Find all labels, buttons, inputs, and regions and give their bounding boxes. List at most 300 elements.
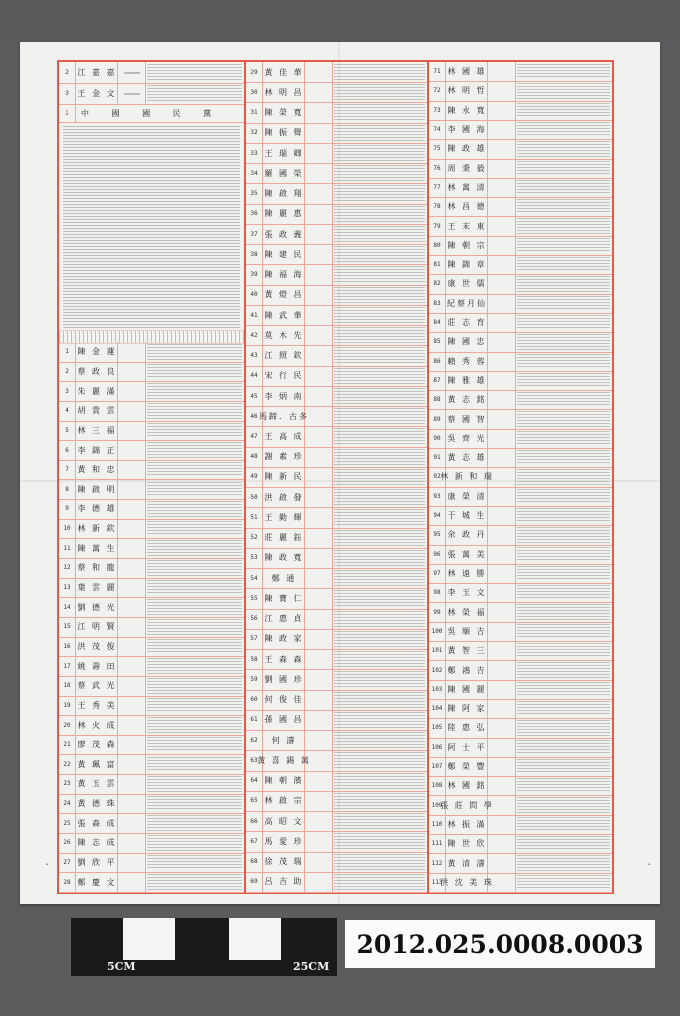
candidate-row bbox=[59, 853, 244, 874]
candidate-number: 87 bbox=[429, 371, 446, 390]
candidate-number: 16 bbox=[59, 637, 76, 657]
candidate-id-cell bbox=[306, 750, 333, 770]
candidate-name: 紀蔡月仙 bbox=[447, 294, 488, 313]
candidate-name: 呂 吉 助 bbox=[264, 872, 305, 892]
candidate-name: 王 秀 美 bbox=[77, 696, 118, 716]
candidate-id-cell bbox=[306, 345, 333, 365]
candidate-number: 88 bbox=[429, 390, 446, 409]
candidate-id-cell bbox=[119, 735, 146, 755]
candidate-row bbox=[429, 139, 612, 159]
candidate-details bbox=[334, 631, 425, 647]
candidate-name: 周 秉 毅 bbox=[447, 159, 488, 178]
candidate-number: 25 bbox=[59, 813, 76, 833]
candidate-id-cell bbox=[306, 507, 333, 527]
candidate-id-cell bbox=[306, 204, 333, 224]
candidate-row bbox=[246, 690, 427, 711]
candidate-number: 83 bbox=[429, 294, 446, 313]
candidate-details bbox=[334, 611, 425, 627]
candidate-id-cell bbox=[489, 313, 516, 332]
candidate-id-cell bbox=[489, 602, 516, 621]
candidate-details bbox=[334, 489, 425, 505]
candidate-name: 康 世 儒 bbox=[447, 274, 488, 293]
candidate-id-cell bbox=[119, 460, 146, 480]
candidate-name: 陳 榮 寬 bbox=[264, 102, 305, 122]
candidate-details bbox=[334, 773, 425, 789]
candidate-id-cell bbox=[489, 139, 516, 158]
candidate-name: 陳 寶 仁 bbox=[264, 588, 305, 608]
candidate-number: 47 bbox=[246, 426, 263, 446]
candidate-name: 黃 和 忠 bbox=[77, 460, 118, 480]
candidate-name: 江 明 賢 bbox=[77, 617, 118, 637]
candidate-details bbox=[517, 469, 610, 484]
candidate-details bbox=[334, 469, 425, 485]
candidate-details bbox=[517, 624, 610, 639]
candidate-name: 劉 欣 平 bbox=[77, 853, 118, 873]
candidate-id-cell bbox=[489, 525, 516, 544]
candidate-id-cell bbox=[489, 216, 516, 235]
candidate-number: 15 bbox=[59, 617, 76, 637]
candidate-details bbox=[517, 354, 610, 369]
candidate-name: 宋 行 民 bbox=[264, 366, 305, 386]
candidate-name: 胡 貴 雲 bbox=[77, 401, 118, 421]
candidate-id-cell bbox=[306, 649, 333, 669]
candidate-number: 23 bbox=[59, 774, 76, 794]
candidate-details bbox=[147, 344, 242, 360]
candidate-id-cell bbox=[119, 833, 146, 853]
candidate-id-cell bbox=[306, 872, 333, 892]
scale-segment bbox=[123, 918, 175, 960]
candidate-details bbox=[517, 199, 610, 214]
candidate-name: 陳 啟 翔 bbox=[264, 183, 305, 203]
candidate-name: 黃 志 雄 bbox=[447, 448, 488, 467]
scale-label-right: 25CM bbox=[293, 960, 330, 973]
candidate-details bbox=[147, 776, 242, 792]
candidate-details bbox=[334, 368, 425, 384]
candidate-number: 100 bbox=[429, 622, 446, 641]
candidate-name: 林 啟 宗 bbox=[264, 791, 305, 811]
candidate-row bbox=[429, 757, 612, 777]
candidate-row bbox=[246, 548, 427, 569]
candidate-details bbox=[334, 854, 425, 870]
candidate-row bbox=[246, 204, 427, 225]
candidate-number: 64 bbox=[246, 771, 263, 791]
candidate-name: 王 金 文 bbox=[77, 83, 118, 104]
candidate-row bbox=[246, 467, 427, 488]
candidate-id-cell bbox=[489, 853, 516, 872]
candidate-details bbox=[517, 315, 610, 330]
candidate-row bbox=[246, 568, 427, 589]
candidate-row bbox=[429, 660, 612, 680]
candidate-name: 陳 啟 明 bbox=[77, 480, 118, 500]
candidate-row bbox=[429, 776, 612, 796]
candidate-row bbox=[429, 429, 612, 449]
candidate-details bbox=[517, 122, 610, 137]
candidate-details bbox=[517, 759, 610, 774]
candidate-details bbox=[517, 662, 610, 677]
candidate-details bbox=[517, 161, 610, 176]
candidate-id-cell bbox=[119, 637, 146, 657]
candidate-details bbox=[147, 482, 242, 498]
candidate-id-cell bbox=[306, 264, 333, 284]
candidate-details bbox=[147, 423, 242, 439]
candidate-name: 蔡 武 光 bbox=[77, 676, 118, 696]
candidate-row bbox=[429, 216, 612, 236]
candidate-row bbox=[59, 813, 244, 834]
candidate-number: 2 bbox=[59, 62, 76, 83]
candidate-number: 32 bbox=[246, 123, 263, 143]
candidate-row bbox=[246, 771, 427, 792]
candidate-row bbox=[59, 656, 244, 677]
candidate-details bbox=[517, 855, 610, 870]
candidate-details bbox=[517, 141, 610, 156]
candidate-row bbox=[429, 641, 612, 661]
candidate-number: 110 bbox=[429, 815, 446, 834]
accession-number: 2012.025.0008.0003 bbox=[356, 929, 644, 959]
candidate-number: 1 bbox=[59, 342, 76, 362]
party-number: 1 bbox=[59, 104, 76, 122]
candidate-name: 余 政 丹 bbox=[447, 525, 488, 544]
candidate-number: 55 bbox=[246, 588, 263, 608]
candidate-row bbox=[59, 362, 244, 383]
candidate-details bbox=[147, 364, 242, 380]
candidate-name: 孫 國 昌 bbox=[264, 710, 305, 730]
candidate-number: 89 bbox=[429, 409, 446, 428]
candidate-number: 36 bbox=[246, 204, 263, 224]
candidate-row bbox=[59, 794, 244, 815]
candidate-id-cell bbox=[306, 811, 333, 831]
candidate-name: 林 明 哲 bbox=[447, 81, 488, 100]
candidate-details bbox=[147, 383, 242, 399]
candidate-id-cell bbox=[119, 774, 146, 794]
candidate-id-cell bbox=[306, 467, 333, 487]
candidate-name: 張 莊 問 學 bbox=[447, 795, 488, 814]
candidate-row bbox=[246, 345, 427, 366]
candidate-details bbox=[517, 180, 610, 195]
candidate-number: 66 bbox=[246, 811, 263, 831]
candidate-name: 林 新 和 瑞 bbox=[447, 467, 488, 486]
candidate-details bbox=[334, 307, 425, 323]
candidate-details bbox=[147, 639, 242, 655]
candidate-details bbox=[334, 509, 425, 525]
candidate-details bbox=[147, 580, 242, 596]
candidate-number: 27 bbox=[59, 853, 76, 873]
candidate-row bbox=[429, 236, 612, 256]
ballot-sheet bbox=[20, 42, 660, 904]
candidate-row bbox=[429, 622, 612, 642]
candidate-number: 26 bbox=[59, 833, 76, 853]
candidate-number: 113 bbox=[429, 873, 446, 892]
candidate-details bbox=[147, 658, 242, 674]
margin-mark: ▪ bbox=[648, 862, 651, 866]
candidate-details bbox=[517, 450, 610, 465]
candidate-number: 44 bbox=[246, 366, 263, 386]
candidate-details bbox=[517, 431, 610, 446]
candidate-row bbox=[59, 421, 244, 442]
candidate-row bbox=[59, 538, 244, 559]
candidate-number: 30 bbox=[246, 82, 263, 102]
candidate-row bbox=[59, 499, 244, 520]
candidate-name: 陳 金 蓮 bbox=[77, 342, 118, 362]
candidate-row bbox=[246, 791, 427, 812]
candidate-number: 73 bbox=[429, 101, 446, 120]
candidate-name: 陳 武 華 bbox=[264, 305, 305, 325]
candidate-name: 陳 雅 雄 bbox=[447, 371, 488, 390]
candidate-row bbox=[429, 62, 612, 82]
candidate-details bbox=[517, 334, 610, 349]
candidate-id-cell bbox=[489, 506, 516, 525]
candidate-name: 林 新 欽 bbox=[77, 519, 118, 539]
candidate-id-cell bbox=[306, 609, 333, 629]
candidate-name: 何 俊 佳 bbox=[264, 690, 305, 710]
candidate-column-3 bbox=[429, 62, 612, 892]
candidate-number: 60 bbox=[246, 690, 263, 710]
candidate-row bbox=[429, 873, 612, 893]
candidate-id-cell bbox=[489, 62, 516, 81]
candidate-details bbox=[517, 585, 610, 600]
candidate-number: 4 bbox=[59, 401, 76, 421]
candidate-number: 7 bbox=[59, 460, 76, 480]
candidate-name: 陳 阿 家 bbox=[447, 699, 488, 718]
candidate-number: 53 bbox=[246, 548, 263, 568]
candidate-details bbox=[517, 740, 610, 755]
candidate-name: 洪 沈 美 珠 bbox=[447, 873, 488, 892]
candidate-row bbox=[59, 460, 244, 481]
candidate-row bbox=[246, 750, 427, 771]
candidate-details bbox=[517, 296, 610, 311]
candidate-name: 羅 國 榮 bbox=[264, 163, 305, 183]
candidate-id-cell bbox=[306, 710, 333, 730]
backdrop bbox=[0, 0, 680, 40]
candidate-row bbox=[429, 178, 612, 198]
candidate-number: 54 bbox=[246, 568, 263, 588]
candidate-number: 45 bbox=[246, 386, 263, 406]
candidate-details bbox=[334, 813, 425, 829]
candidate-number: 49 bbox=[246, 467, 263, 487]
candidate-name: 陳 麗 惠 bbox=[264, 204, 305, 224]
candidate-name: 馬 愛 珍 bbox=[264, 831, 305, 851]
candidate-name: 莊 麗 鈺 bbox=[264, 528, 305, 548]
candidate-number: 39 bbox=[246, 264, 263, 284]
candidate-id-cell bbox=[119, 538, 146, 558]
candidate-id-cell bbox=[119, 597, 146, 617]
candidate-number: 69 bbox=[246, 872, 263, 892]
candidate-name: 林 國 雄 bbox=[447, 62, 488, 81]
candidate-details bbox=[334, 428, 425, 444]
candidate-row bbox=[246, 102, 427, 123]
candidate-name: 黃 清 濤 bbox=[447, 853, 488, 872]
candidate-row bbox=[59, 401, 244, 422]
candidate-row bbox=[59, 597, 244, 618]
candidate-id-cell bbox=[119, 676, 146, 696]
candidate-name: 陳 國 忠 bbox=[447, 332, 488, 351]
candidate-name: 林 三 福 bbox=[77, 421, 118, 441]
candidate-row bbox=[246, 669, 427, 690]
candidate-id-cell bbox=[119, 381, 146, 401]
candidate-number: 28 bbox=[59, 872, 76, 892]
candidate-number: 74 bbox=[429, 120, 446, 139]
candidate-row bbox=[429, 545, 612, 565]
candidate-row bbox=[59, 735, 244, 756]
candidate-number: 71 bbox=[429, 62, 446, 81]
candidate-name: 陳 世 欣 bbox=[447, 834, 488, 853]
candidate-id-cell bbox=[306, 690, 333, 710]
candidate-name: 鄭 鴻 吉 bbox=[447, 660, 488, 679]
party-title: 中 國 國 民 黨 bbox=[81, 108, 222, 118]
candidate-row bbox=[429, 834, 612, 854]
candidate-row bbox=[246, 285, 427, 306]
candidate-number: 59 bbox=[246, 669, 263, 689]
candidate-number: 97 bbox=[429, 564, 446, 583]
candidate-number: 109 bbox=[429, 795, 446, 814]
candidate-id-cell bbox=[119, 499, 146, 519]
candidate-number: 3 bbox=[59, 83, 76, 104]
candidate-details bbox=[334, 590, 425, 606]
candidate-row bbox=[429, 525, 612, 545]
candidate-number: 107 bbox=[429, 757, 446, 776]
candidate-row bbox=[429, 294, 612, 314]
candidate-name: 陳 朝 宗 bbox=[447, 236, 488, 255]
candidate-details bbox=[147, 737, 242, 753]
candidate-number: 9 bbox=[59, 499, 76, 519]
candidate-details bbox=[517, 720, 610, 735]
candidate-name: 洪 啟 發 bbox=[264, 487, 305, 507]
candidate-details bbox=[334, 388, 425, 404]
candidate-id-cell bbox=[306, 528, 333, 548]
candidate-number: 92 bbox=[429, 467, 446, 486]
candidate-id-cell bbox=[306, 730, 333, 750]
candidate-row bbox=[429, 409, 612, 429]
candidate-id-cell bbox=[489, 159, 516, 178]
candidate-name: 黃 燈 昌 bbox=[264, 285, 305, 305]
candidate-name: 陳 建 民 bbox=[264, 244, 305, 264]
candidate-row bbox=[429, 506, 612, 526]
candidate-row bbox=[429, 81, 612, 101]
candidate-details bbox=[517, 373, 610, 388]
candidate-name: 何 濤 bbox=[264, 730, 305, 750]
candidate-name: 陳 萬 生 bbox=[77, 538, 118, 558]
candidate-number: 41 bbox=[246, 305, 263, 325]
candidate-id-cell bbox=[119, 558, 146, 578]
candidate-row bbox=[59, 696, 244, 717]
candidate-id-cell bbox=[306, 62, 333, 82]
candidate-id-cell bbox=[489, 564, 516, 583]
candidate-number: 38 bbox=[246, 244, 263, 264]
candidate-name: 馬蹄．古多 bbox=[264, 406, 305, 426]
candidate-number: 67 bbox=[246, 831, 263, 851]
candidate-number: 94 bbox=[429, 506, 446, 525]
candidate-details bbox=[334, 125, 425, 141]
candidate-row bbox=[429, 487, 612, 507]
candidate-id-cell bbox=[489, 757, 516, 776]
candidate-row bbox=[59, 519, 244, 540]
candidate-id-cell bbox=[119, 480, 146, 500]
candidate-details bbox=[517, 604, 610, 619]
candidate-id-cell bbox=[489, 718, 516, 737]
candidate-row bbox=[246, 123, 427, 144]
candidate-number: 22 bbox=[59, 755, 76, 775]
candidate-details bbox=[334, 833, 425, 849]
candidate-id-cell bbox=[306, 629, 333, 649]
candidate-number: 31 bbox=[246, 102, 263, 122]
candidate-id-cell bbox=[306, 426, 333, 446]
candidate-name: 蔡 政 良 bbox=[77, 362, 118, 382]
candidate-number: 68 bbox=[246, 852, 263, 872]
candidate-number: 34 bbox=[246, 163, 263, 183]
candidate-details bbox=[147, 835, 242, 851]
candidate-number: 20 bbox=[59, 715, 76, 735]
candidate-name: 李 錦 正 bbox=[77, 440, 118, 460]
candidate-name: 陳 國 麗 bbox=[447, 680, 488, 699]
candidate-details bbox=[517, 817, 610, 832]
candidate-number: 65 bbox=[246, 791, 263, 811]
candidate-name: 陳 福 海 bbox=[264, 264, 305, 284]
candidate-details bbox=[517, 276, 610, 291]
candidate-id-cell bbox=[489, 409, 516, 428]
candidate-row bbox=[59, 578, 244, 599]
candidate-row bbox=[246, 447, 427, 468]
candidate-number: 18 bbox=[59, 676, 76, 696]
candidate-name: 黃 志 銘 bbox=[447, 390, 488, 409]
candidate-name: 黃 珮 富 bbox=[77, 755, 118, 775]
candidate-id-cell: A00000000 bbox=[119, 83, 146, 104]
candidate-row bbox=[429, 815, 612, 835]
candidate-details bbox=[334, 408, 425, 424]
candidate-id-cell bbox=[489, 429, 516, 448]
candidate-number: 42 bbox=[246, 325, 263, 345]
party-heading bbox=[59, 104, 244, 123]
candidate-row bbox=[429, 274, 612, 294]
candidate-id-cell bbox=[306, 244, 333, 264]
candidate-row bbox=[59, 480, 244, 501]
candidate-number: 2 bbox=[59, 362, 76, 382]
candidate-name: 于 城 生 bbox=[447, 506, 488, 525]
candidate-row bbox=[59, 872, 244, 893]
candidate-row bbox=[246, 649, 427, 670]
candidate-id-cell bbox=[489, 390, 516, 409]
candidate-details bbox=[147, 757, 242, 773]
candidate-details bbox=[334, 84, 425, 100]
candidate-id-cell bbox=[489, 641, 516, 660]
candidate-number: 12 bbox=[59, 558, 76, 578]
candidate-number: 104 bbox=[429, 699, 446, 718]
candidate-row bbox=[246, 325, 427, 346]
candidate-name: 張 萬 美 bbox=[447, 545, 488, 564]
candidate-row bbox=[246, 528, 427, 549]
candidate-row bbox=[59, 342, 244, 363]
candidate-number: 80 bbox=[429, 236, 446, 255]
candidate-row bbox=[246, 588, 427, 609]
candidate-id-cell bbox=[306, 386, 333, 406]
candidate-number: 91 bbox=[429, 448, 446, 467]
candidate-name: 陳 永 寬 bbox=[447, 101, 488, 120]
candidate-id-cell bbox=[119, 342, 146, 362]
candidate-number: 3 bbox=[59, 381, 76, 401]
candidate-number: 99 bbox=[429, 602, 446, 621]
candidate-name: 張 政 義 bbox=[264, 224, 305, 244]
candidate-name: 王 瑞 卿 bbox=[264, 143, 305, 163]
candidate-name: 林 國 銘 bbox=[447, 776, 488, 795]
candidate-name: 王 勤 輝 bbox=[264, 507, 305, 527]
candidate-id-cell bbox=[306, 669, 333, 689]
candidate-number: 5 bbox=[59, 421, 76, 441]
candidate-id-cell bbox=[119, 421, 146, 441]
candidate-details bbox=[147, 815, 242, 831]
candidate-name: 蔡 和 龍 bbox=[77, 558, 118, 578]
candidate-details bbox=[517, 836, 610, 851]
candidate-row bbox=[429, 564, 612, 584]
candidate-details bbox=[517, 566, 610, 581]
candidate-row bbox=[246, 366, 427, 387]
